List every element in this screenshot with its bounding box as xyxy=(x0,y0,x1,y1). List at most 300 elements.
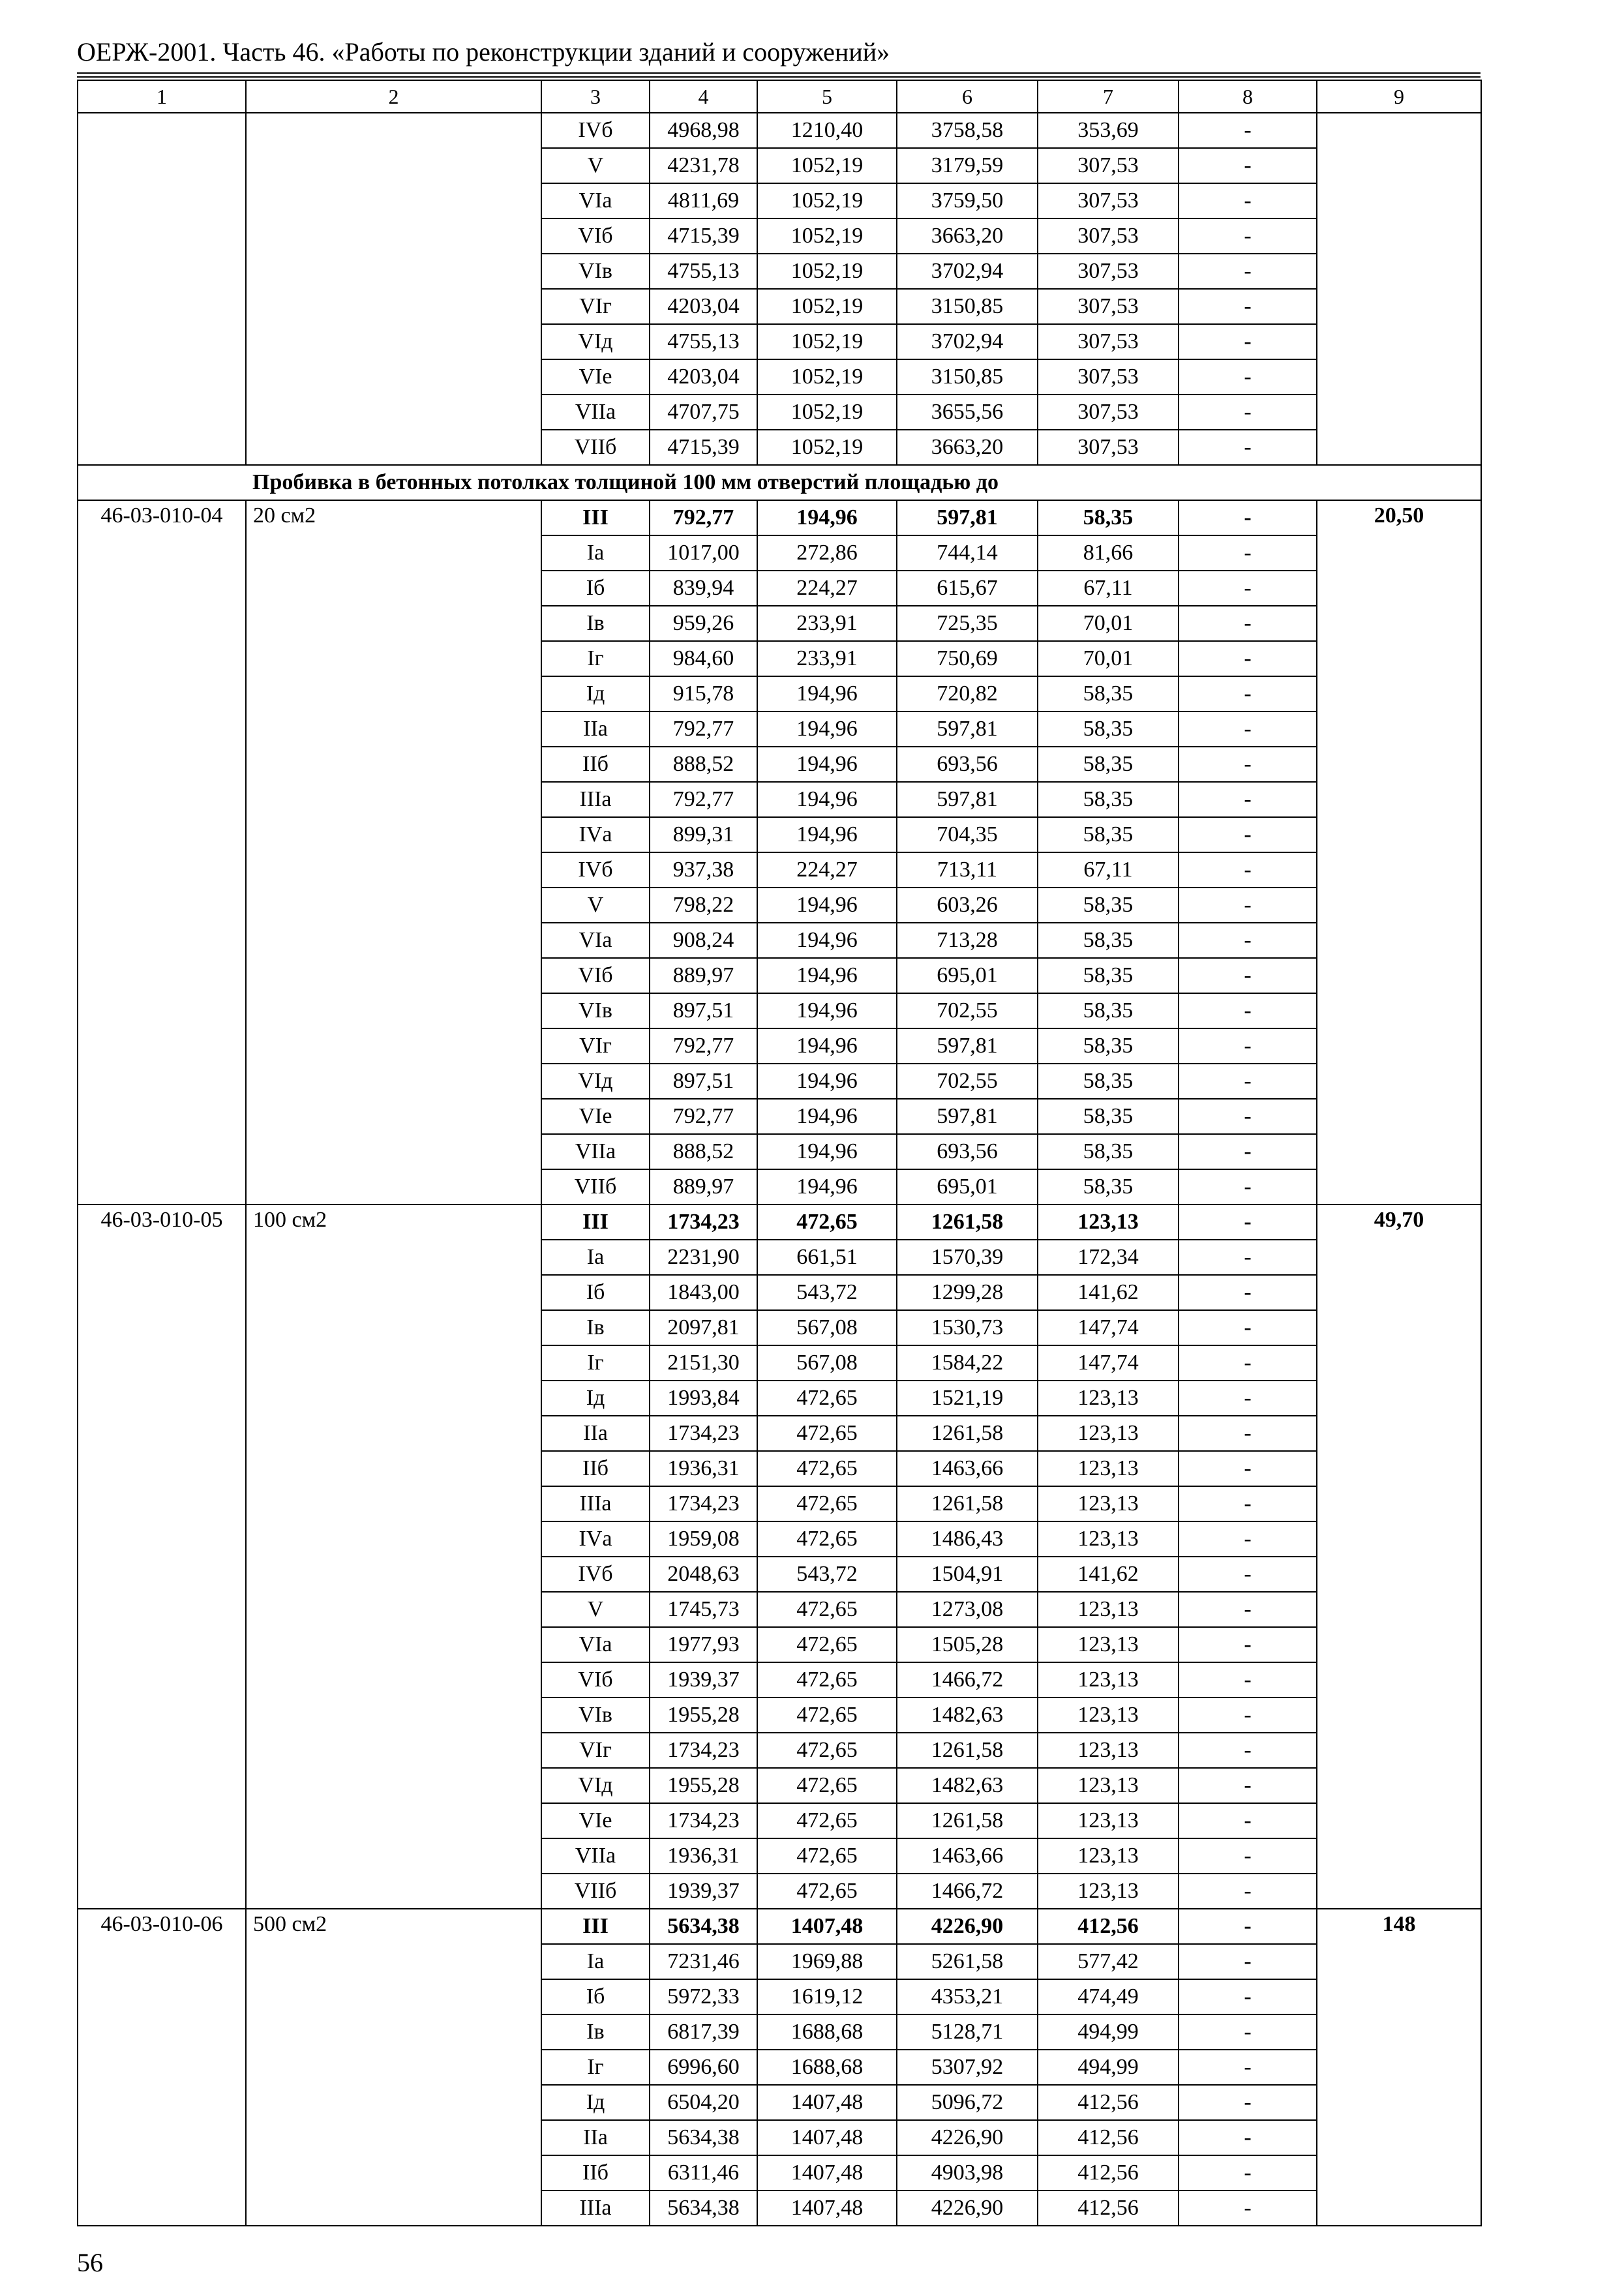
table-cell: 58,35 xyxy=(1038,782,1179,817)
table-cell: 6996,60 xyxy=(650,2050,757,2085)
table-cell: 123,13 xyxy=(1038,1662,1179,1698)
table-cell: 474,49 xyxy=(1038,1979,1179,2014)
table-cell: 272,86 xyxy=(757,535,897,571)
table-row xyxy=(78,1909,1481,1944)
table-cell: 1052,19 xyxy=(757,254,897,289)
column-header: 7 xyxy=(1038,80,1179,113)
table-cell: IIа xyxy=(541,711,650,747)
table-cell: - xyxy=(1179,747,1317,782)
table-cell: - xyxy=(1179,993,1317,1028)
table-cell: 123,13 xyxy=(1038,1838,1179,1874)
table-cell: - xyxy=(1179,711,1317,747)
column-header: 4 xyxy=(650,80,757,113)
table-cell: 58,35 xyxy=(1038,993,1179,1028)
table-cell: - xyxy=(1179,1134,1317,1169)
table-cell: III xyxy=(541,1204,650,1240)
table-cell: V xyxy=(541,148,650,183)
table-cell: 1407,48 xyxy=(757,2155,897,2191)
table-cell: 4755,13 xyxy=(650,254,757,289)
table-cell: 194,96 xyxy=(757,1134,897,1169)
code-cell-empty xyxy=(78,113,246,465)
table-cell: 58,35 xyxy=(1038,923,1179,958)
table-cell: Iд xyxy=(541,676,650,711)
table-cell: - xyxy=(1179,1909,1317,1944)
table-cell: 1584,22 xyxy=(897,1345,1038,1381)
table-cell: 1482,63 xyxy=(897,1768,1038,1803)
table-cell: 5261,58 xyxy=(897,1944,1038,1979)
rate-code: 46-03-010-04 xyxy=(78,500,246,1204)
table-cell: 5307,92 xyxy=(897,2050,1038,2085)
table-cell: 713,28 xyxy=(897,923,1038,958)
table-cell: 307,53 xyxy=(1038,395,1179,430)
table-cell: - xyxy=(1179,113,1317,148)
table-cell: 1619,12 xyxy=(757,1979,897,2014)
table-cell: 1482,63 xyxy=(897,1698,1038,1733)
table-cell: 4755,13 xyxy=(650,324,757,359)
table-cell: 6311,46 xyxy=(650,2155,757,2191)
table-cell: - xyxy=(1179,1486,1317,1521)
section-title: Пробивка в бетонных потолках толщиной 100 мм отверстий площадью до xyxy=(246,465,1481,500)
table-cell: 58,35 xyxy=(1038,711,1179,747)
table-cell: 725,35 xyxy=(897,606,1038,641)
table-cell: 194,96 xyxy=(757,923,897,958)
table-cell: - xyxy=(1179,1204,1317,1240)
rate-name: 100 см2 xyxy=(246,1204,541,1909)
table-cell: - xyxy=(1179,500,1317,535)
table-cell: 307,53 xyxy=(1038,430,1179,465)
table-cell: 58,35 xyxy=(1038,958,1179,993)
table-cell: 597,81 xyxy=(897,1099,1038,1134)
table-cell: 6817,39 xyxy=(650,2014,757,2050)
rate-col9-value: 20,50 xyxy=(1317,500,1481,1204)
table-cell: III xyxy=(541,1909,650,1944)
table-cell: Iв xyxy=(541,2014,650,2050)
table-cell: 3759,50 xyxy=(897,183,1038,218)
table-cell: - xyxy=(1179,1064,1317,1099)
table-cell: 58,35 xyxy=(1038,888,1179,923)
table-cell: 224,27 xyxy=(757,852,897,888)
table-cell: - xyxy=(1179,676,1317,711)
table-cell: 1299,28 xyxy=(897,1275,1038,1310)
table-cell: - xyxy=(1179,1451,1317,1486)
table-cell: 702,55 xyxy=(897,1064,1038,1099)
table-cell: 123,13 xyxy=(1038,1768,1179,1803)
page-number: 56 xyxy=(77,2248,103,2277)
table-cell: - xyxy=(1179,1381,1317,1416)
table-cell: Iв xyxy=(541,1310,650,1345)
table-cell: 2048,63 xyxy=(650,1557,757,1592)
table-cell: VIа xyxy=(541,1627,650,1662)
table-cell: - xyxy=(1179,852,1317,888)
table-cell: VIд xyxy=(541,324,650,359)
table-cell: 798,22 xyxy=(650,888,757,923)
table-cell: 147,74 xyxy=(1038,1345,1179,1381)
table-cell: 58,35 xyxy=(1038,676,1179,711)
table-cell: 1261,58 xyxy=(897,1486,1038,1521)
rate-col9-value: 148 xyxy=(1317,1909,1481,2226)
table-cell: 1052,19 xyxy=(757,359,897,395)
table-cell: 1052,19 xyxy=(757,324,897,359)
table-cell: 543,72 xyxy=(757,1557,897,1592)
table-cell: 194,96 xyxy=(757,1028,897,1064)
table-cell: 58,35 xyxy=(1038,1134,1179,1169)
table-cell: - xyxy=(1179,1627,1317,1662)
table-cell: 307,53 xyxy=(1038,289,1179,324)
table-cell: 5128,71 xyxy=(897,2014,1038,2050)
table-cell: 5972,33 xyxy=(650,1979,757,2014)
table-cell: - xyxy=(1179,888,1317,923)
table-cell: 1504,91 xyxy=(897,1557,1038,1592)
table-cell: 1505,28 xyxy=(897,1627,1038,1662)
table-cell: 233,91 xyxy=(757,606,897,641)
table-cell: 1688,68 xyxy=(757,2014,897,2050)
table-cell: 472,65 xyxy=(757,1874,897,1909)
header-rule-bottom xyxy=(77,76,1481,78)
table-cell: - xyxy=(1179,289,1317,324)
table-cell: 597,81 xyxy=(897,711,1038,747)
table-cell: 744,14 xyxy=(897,535,1038,571)
table-cell: 147,74 xyxy=(1038,1310,1179,1345)
table-cell: - xyxy=(1179,395,1317,430)
table-cell: 1052,19 xyxy=(757,430,897,465)
table-cell: 472,65 xyxy=(757,1662,897,1698)
table-cell: - xyxy=(1179,254,1317,289)
table-cell: VIг xyxy=(541,289,650,324)
column-header: 5 xyxy=(757,80,897,113)
table-cell: 713,11 xyxy=(897,852,1038,888)
table-cell: 1734,23 xyxy=(650,1416,757,1451)
table-cell: - xyxy=(1179,1838,1317,1874)
table-row xyxy=(78,500,1481,535)
table-cell: 70,01 xyxy=(1038,606,1179,641)
col9-cell-empty xyxy=(1317,113,1481,465)
table-cell: - xyxy=(1179,1345,1317,1381)
table-cell: VIе xyxy=(541,1099,650,1134)
table-cell: VIв xyxy=(541,254,650,289)
table-cell: 567,08 xyxy=(757,1345,897,1381)
table-cell: 1955,28 xyxy=(650,1768,757,1803)
table-cell: - xyxy=(1179,1768,1317,1803)
table-cell: IVб xyxy=(541,1557,650,1592)
table-cell: Iг xyxy=(541,641,650,676)
table-cell: - xyxy=(1179,1275,1317,1310)
table-cell: 472,65 xyxy=(757,1627,897,1662)
table-cell: - xyxy=(1179,2050,1317,2085)
table-cell: VIIб xyxy=(541,430,650,465)
table-cell: 888,52 xyxy=(650,1134,757,1169)
table-cell: 58,35 xyxy=(1038,1064,1179,1099)
table-cell: 6504,20 xyxy=(650,2085,757,2120)
table-cell: 4707,75 xyxy=(650,395,757,430)
table-cell: 472,65 xyxy=(757,1803,897,1838)
table-cell: 615,67 xyxy=(897,571,1038,606)
table-cell: 1734,23 xyxy=(650,1204,757,1240)
table-cell: VIб xyxy=(541,218,650,254)
table-cell: - xyxy=(1179,1698,1317,1733)
table-cell: 1466,72 xyxy=(897,1662,1038,1698)
table-cell: 58,35 xyxy=(1038,817,1179,852)
table-cell: Iа xyxy=(541,535,650,571)
table-cell: 472,65 xyxy=(757,1451,897,1486)
table-cell: 695,01 xyxy=(897,958,1038,993)
table-cell: 1939,37 xyxy=(650,1874,757,1909)
table-cell: - xyxy=(1179,2120,1317,2155)
table-cell: 58,35 xyxy=(1038,1099,1179,1134)
table-cell: 472,65 xyxy=(757,1204,897,1240)
table-cell: - xyxy=(1179,183,1317,218)
table-cell: 123,13 xyxy=(1038,1803,1179,1838)
table-cell: Iа xyxy=(541,1240,650,1275)
table-cell: 472,65 xyxy=(757,1381,897,1416)
table-cell: VIд xyxy=(541,1064,650,1099)
table-cell: IIIа xyxy=(541,782,650,817)
table-cell: 1688,68 xyxy=(757,2050,897,2085)
table-cell: 1210,40 xyxy=(757,113,897,148)
table-cell: - xyxy=(1179,1874,1317,1909)
table-cell: 908,24 xyxy=(650,923,757,958)
table-cell: 792,77 xyxy=(650,782,757,817)
table-cell: - xyxy=(1179,1099,1317,1134)
table-cell: 472,65 xyxy=(757,1416,897,1451)
table-cell: VIIа xyxy=(541,395,650,430)
column-header: 3 xyxy=(541,80,650,113)
table-cell: 1261,58 xyxy=(897,1204,1038,1240)
table-cell: - xyxy=(1179,2191,1317,2226)
table-cell: VIIб xyxy=(541,1874,650,1909)
table-cell: 307,53 xyxy=(1038,359,1179,395)
table-cell: 1570,39 xyxy=(897,1240,1038,1275)
table-cell: - xyxy=(1179,1521,1317,1557)
table-cell: 4231,78 xyxy=(650,148,757,183)
table-cell: IVб xyxy=(541,852,650,888)
table-cell: IIб xyxy=(541,2155,650,2191)
table-cell: 4715,39 xyxy=(650,218,757,254)
table-cell: - xyxy=(1179,2085,1317,2120)
table-cell: - xyxy=(1179,1733,1317,1768)
table-cell: - xyxy=(1179,1557,1317,1592)
table-cell: 1407,48 xyxy=(757,2085,897,2120)
table-cell: 194,96 xyxy=(757,500,897,535)
table-cell: 702,55 xyxy=(897,993,1038,1028)
table-cell: - xyxy=(1179,218,1317,254)
table-cell: 984,60 xyxy=(650,641,757,676)
table-cell: 1463,66 xyxy=(897,1451,1038,1486)
table-cell: 472,65 xyxy=(757,1592,897,1627)
table-cell: IIIа xyxy=(541,2191,650,2226)
table-cell: 1936,31 xyxy=(650,1451,757,1486)
table-cell: - xyxy=(1179,571,1317,606)
table-cell: - xyxy=(1179,817,1317,852)
table-cell: 194,96 xyxy=(757,1169,897,1204)
table-cell: 58,35 xyxy=(1038,747,1179,782)
table-cell: 194,96 xyxy=(757,711,897,747)
table-cell: 750,69 xyxy=(897,641,1038,676)
table-cell: 123,13 xyxy=(1038,1381,1179,1416)
table-cell: IIа xyxy=(541,1416,650,1451)
table-cell: Iг xyxy=(541,2050,650,2085)
table-cell: 1407,48 xyxy=(757,2191,897,2226)
table-cell: 194,96 xyxy=(757,817,897,852)
table-cell: 353,69 xyxy=(1038,113,1179,148)
table-cell: 194,96 xyxy=(757,888,897,923)
table-cell: 4811,69 xyxy=(650,183,757,218)
column-header: 9 xyxy=(1317,80,1481,113)
table-cell: 123,13 xyxy=(1038,1451,1179,1486)
table-cell: 4226,90 xyxy=(897,2120,1038,2155)
table-cell: 839,94 xyxy=(650,571,757,606)
table-cell: 1052,19 xyxy=(757,289,897,324)
table-cell: 307,53 xyxy=(1038,148,1179,183)
table-cell: 597,81 xyxy=(897,500,1038,535)
table-cell: - xyxy=(1179,1169,1317,1204)
rate-name: 500 см2 xyxy=(246,1909,541,2226)
table-cell: VIе xyxy=(541,359,650,395)
table-cell: 897,51 xyxy=(650,993,757,1028)
table-cell: 5096,72 xyxy=(897,2085,1038,2120)
table-cell: - xyxy=(1179,782,1317,817)
table-cell: 1530,73 xyxy=(897,1310,1038,1345)
table-cell: VIв xyxy=(541,993,650,1028)
table-cell: 194,96 xyxy=(757,958,897,993)
table-cell: - xyxy=(1179,606,1317,641)
table-cell: 959,26 xyxy=(650,606,757,641)
table-cell: 1969,88 xyxy=(757,1944,897,1979)
table-cell: Iг xyxy=(541,1345,650,1381)
table-cell: 70,01 xyxy=(1038,641,1179,676)
table-cell: 194,96 xyxy=(757,1099,897,1134)
table-cell: 704,35 xyxy=(897,817,1038,852)
table-cell: 307,53 xyxy=(1038,218,1179,254)
table-cell: 937,38 xyxy=(650,852,757,888)
table-cell: 577,42 xyxy=(1038,1944,1179,1979)
table-cell: 307,53 xyxy=(1038,183,1179,218)
table-cell: 3150,85 xyxy=(897,289,1038,324)
name-cell-empty xyxy=(246,113,541,465)
table-cell: 792,77 xyxy=(650,500,757,535)
table-cell: - xyxy=(1179,641,1317,676)
table-cell: Iд xyxy=(541,2085,650,2120)
table-cell: 792,77 xyxy=(650,1028,757,1064)
rate-name: 20 см2 xyxy=(246,500,541,1204)
table-cell: 661,51 xyxy=(757,1240,897,1275)
table-cell: 307,53 xyxy=(1038,254,1179,289)
table-cell: 1843,00 xyxy=(650,1275,757,1310)
table-cell: 1936,31 xyxy=(650,1838,757,1874)
table-cell: Iв xyxy=(541,606,650,641)
table-row xyxy=(78,113,1481,148)
table-cell: 1052,19 xyxy=(757,218,897,254)
table-cell: 194,96 xyxy=(757,782,897,817)
table-cell: 4353,21 xyxy=(897,1979,1038,2014)
table-cell: 412,56 xyxy=(1038,2085,1179,2120)
table-cell: 123,13 xyxy=(1038,1627,1179,1662)
table-cell: 1261,58 xyxy=(897,1803,1038,1838)
table-cell: - xyxy=(1179,1416,1317,1451)
table-cell: 81,66 xyxy=(1038,535,1179,571)
table-cell: 3758,58 xyxy=(897,113,1038,148)
column-header-row xyxy=(78,80,1481,113)
table-cell: 58,35 xyxy=(1038,500,1179,535)
table-cell: 1734,23 xyxy=(650,1803,757,1838)
table-cell: 123,13 xyxy=(1038,1204,1179,1240)
table-cell: 1745,73 xyxy=(650,1592,757,1627)
table-cell: - xyxy=(1179,958,1317,993)
table-cell: 123,13 xyxy=(1038,1592,1179,1627)
table-cell: VIIб xyxy=(541,1169,650,1204)
table-cell: 4903,98 xyxy=(897,2155,1038,2191)
table-cell: 1017,00 xyxy=(650,535,757,571)
table-cell: - xyxy=(1179,1803,1317,1838)
table-cell: 889,97 xyxy=(650,958,757,993)
table-cell: 123,13 xyxy=(1038,1416,1179,1451)
table-cell: 4203,04 xyxy=(650,289,757,324)
table-cell: 172,34 xyxy=(1038,1240,1179,1275)
column-header: 2 xyxy=(246,80,541,113)
table-cell: 693,56 xyxy=(897,1134,1038,1169)
table-cell: 123,13 xyxy=(1038,1874,1179,1909)
table-cell: 693,56 xyxy=(897,747,1038,782)
table-cell: IIа xyxy=(541,2120,650,2155)
table-cell: III xyxy=(541,500,650,535)
table-cell: VIв xyxy=(541,1698,650,1733)
table-cell: 5634,38 xyxy=(650,2191,757,2226)
table-cell: 1463,66 xyxy=(897,1838,1038,1874)
table-cell: 4203,04 xyxy=(650,359,757,395)
table-cell: Iб xyxy=(541,1275,650,1310)
table-cell: 543,72 xyxy=(757,1275,897,1310)
table-cell: 1486,43 xyxy=(897,1521,1038,1557)
table-cell: 224,27 xyxy=(757,571,897,606)
table-cell: - xyxy=(1179,1592,1317,1627)
table-cell: 695,01 xyxy=(897,1169,1038,1204)
table-cell: 4968,98 xyxy=(650,113,757,148)
table-cell: 597,81 xyxy=(897,1028,1038,1064)
rate-col9-value: 49,70 xyxy=(1317,1204,1481,1909)
page-header-title: ОЕРЖ-2001. Часть 46. «Работы по реконструкции зданий и сооружений» xyxy=(77,37,890,67)
table-cell: V xyxy=(541,1592,650,1627)
table-cell: - xyxy=(1179,1310,1317,1345)
table-cell: 194,96 xyxy=(757,993,897,1028)
table-cell: 597,81 xyxy=(897,782,1038,817)
table-cell: IIIа xyxy=(541,1486,650,1521)
table-cell: 4715,39 xyxy=(650,430,757,465)
table-cell: - xyxy=(1179,535,1317,571)
table-cell: 915,78 xyxy=(650,676,757,711)
table-cell: 3663,20 xyxy=(897,430,1038,465)
table-cell: IVб xyxy=(541,113,650,148)
table-cell: 58,35 xyxy=(1038,1169,1179,1204)
table-cell: - xyxy=(1179,1944,1317,1979)
table-cell: 472,65 xyxy=(757,1838,897,1874)
table-cell: 1273,08 xyxy=(897,1592,1038,1627)
table-cell: 141,62 xyxy=(1038,1557,1179,1592)
table-cell: VIIа xyxy=(541,1838,650,1874)
table-cell: - xyxy=(1179,359,1317,395)
rate-code: 46-03-010-05 xyxy=(78,1204,246,1909)
table-cell: 603,26 xyxy=(897,888,1038,923)
table-cell: 1261,58 xyxy=(897,1416,1038,1451)
table-cell: V xyxy=(541,888,650,923)
table-cell: 899,31 xyxy=(650,817,757,852)
table-cell: 897,51 xyxy=(650,1064,757,1099)
table-cell: 4226,90 xyxy=(897,2191,1038,2226)
column-header: 8 xyxy=(1179,80,1317,113)
table-cell: 412,56 xyxy=(1038,2191,1179,2226)
table-cell: 3179,59 xyxy=(897,148,1038,183)
table-cell: 5634,38 xyxy=(650,1909,757,1944)
table-cell: IVа xyxy=(541,817,650,852)
table-cell: 1977,93 xyxy=(650,1627,757,1662)
